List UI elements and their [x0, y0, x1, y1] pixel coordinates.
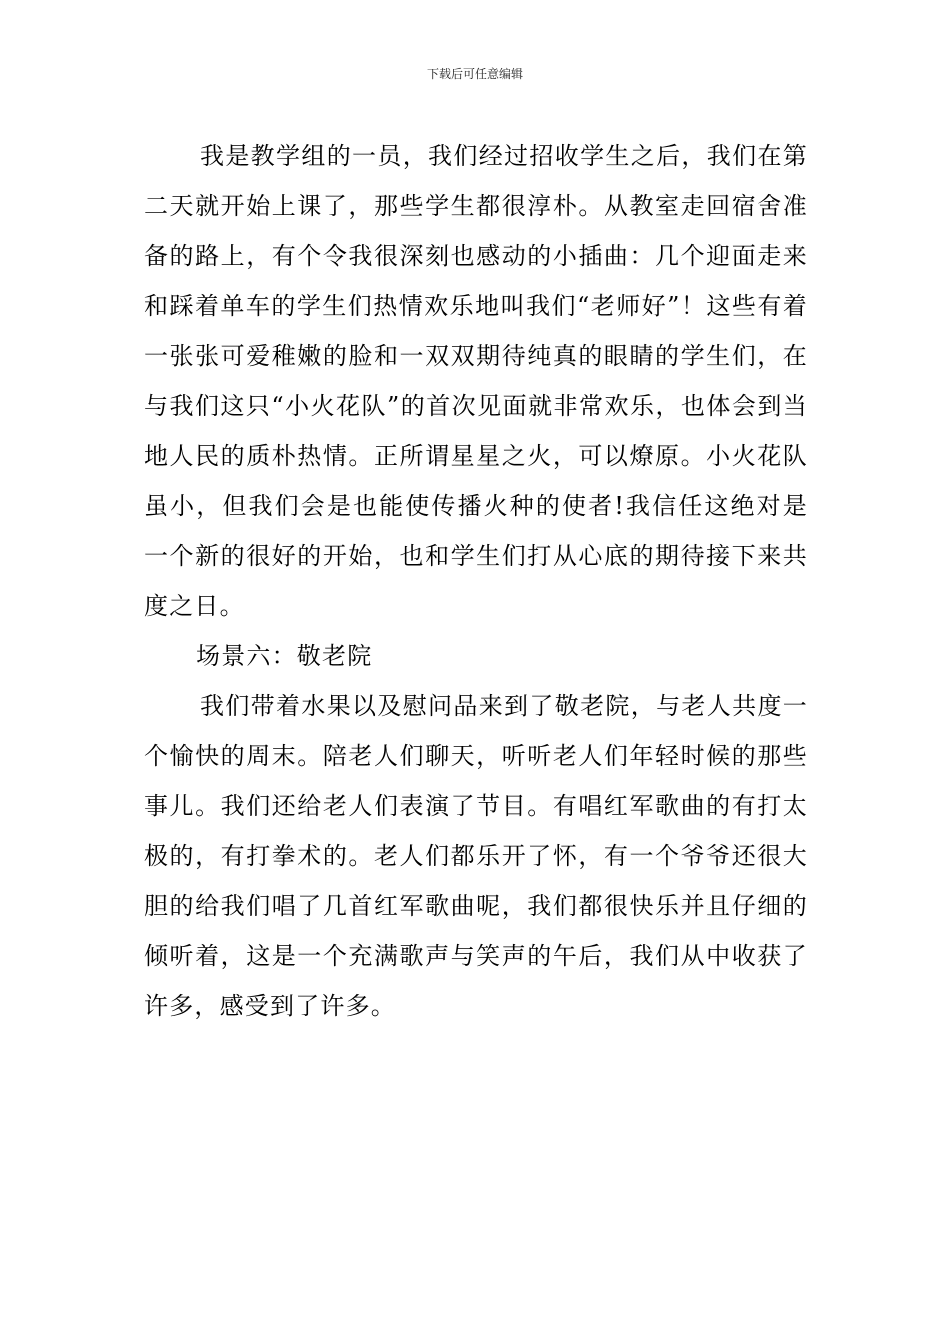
body-paragraph-classroom: 我是教学组的一员，我们经过招收学生之后，我们在第二天就开始上课了，那些学生都很淳朴。从教室走回宿舍准备的路上，有个令我很深刻也感动的小插曲：几个迎面走来和踩着单车的学生们热情欢乐地叫我们“老师好”！这些有着一张张可爱稚嫩的脸和一双双期待纯真的眼睛的学生们，在与我们这只“小火花队”的首次见面就非常欢乐，也体会到当地人民的质朴热情。正所谓星星之火，可以燎原。小火花队虽小，但我们会是也能使传播火种的使者!我信任这绝对是一个新的很好的开始，也和学生们打从心底的期待接下来共度之日。 [144, 142, 808, 620]
body-paragraph-nursing-home: 我们带着水果以及慰问品来到了敬老院，与老人共度一个愉快的周末。陪老人们聊天，听听老人们年轻时候的那些事儿。我们还给老人们表演了节目。有唱红军歌曲的有打太极的，有打拳术的。老人们都乐开了怀，有一个爷爷还很大胆的给我们唱了几首红军歌曲呢，我们都很快乐并且仔细的倾听着，这是一个充满歌声与笑声的午后，我们从中收获了许多，感受到了许多。 [144, 692, 808, 1020]
section-heading-nursing-home: 场景六：敬老院 [196, 642, 373, 670]
document-body [144, 131, 808, 1031]
page-header: 下载后可任意编辑 [426, 67, 523, 81]
